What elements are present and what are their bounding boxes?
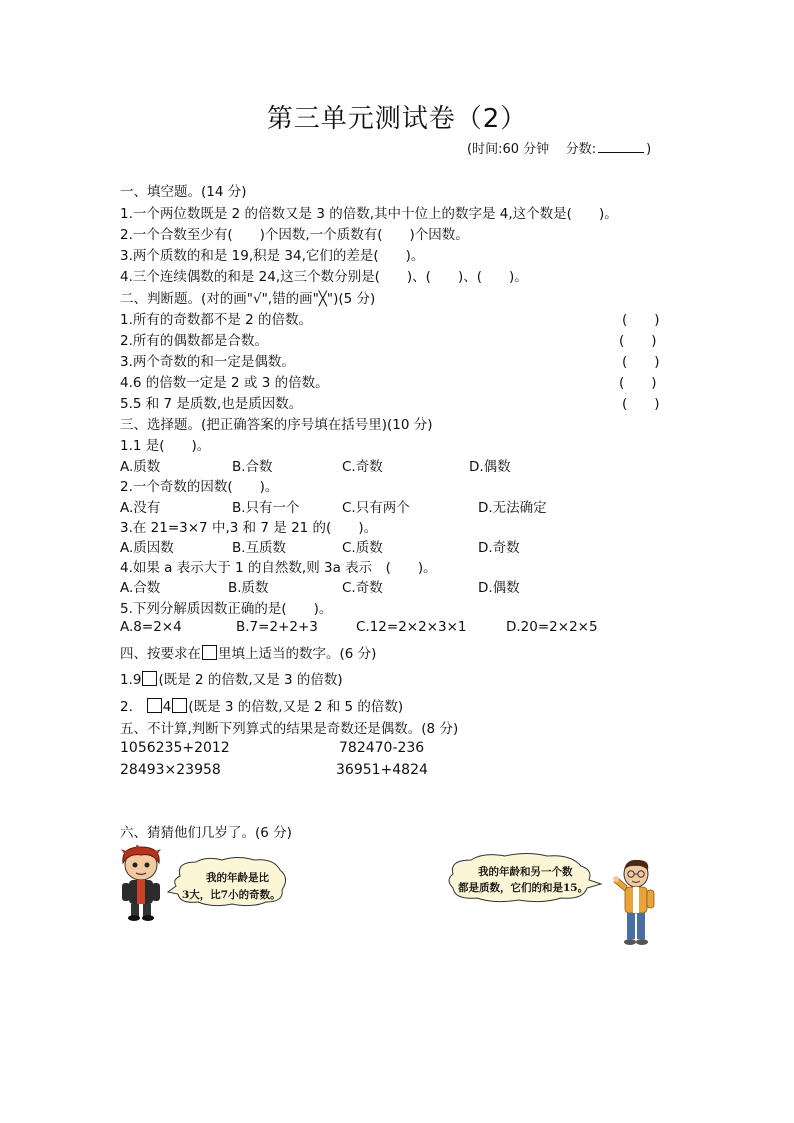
s1-question-2: 2.一个合数至少有( )个因数,一个质数有( )个因数。	[120, 227, 469, 243]
s4-heading-part-b: 里填上适当的数字。(6 分)	[218, 646, 377, 662]
s2-answer-3[interactable]: ( )	[622, 354, 660, 370]
s4-q2-label: 2.	[120, 699, 133, 715]
s2-item-1: 1.所有的奇数都不是 2 的倍数。	[120, 312, 313, 328]
s3-q5-option-b: B.7=2+2+3	[236, 619, 318, 635]
time-score-line	[467, 138, 651, 157]
s3-question-1: 1.1 是( )。	[120, 438, 211, 454]
calc-3: 28493×23958	[120, 762, 221, 778]
bubble-right-line-2: 都是质数，它们的和是15。	[458, 882, 589, 894]
s2-answer-4[interactable]: ( )	[619, 375, 657, 391]
s4-q2-requirement: (既是 3 的倍数,又是 2 和 5 的倍数)	[188, 699, 404, 715]
s2-answer-2[interactable]: ( )	[619, 333, 657, 349]
s3-q5-option-a: A.8=2×4	[120, 619, 182, 635]
score-label: 分数:	[565, 142, 597, 157]
s3-q1-option-c: C.奇数	[342, 459, 383, 475]
s3-q5-option-d: D.20=2×2×5	[506, 619, 598, 635]
s3-q1-option-a: A.质数	[120, 459, 161, 475]
s1-question-4: 4.三个连续偶数的和是 24,这三个数分别是( )、( )、( )。	[120, 269, 528, 285]
s4-q2-digit-box-1[interactable]	[147, 698, 162, 713]
s3-q5-option-c: C.12=2×2×3×1	[356, 619, 467, 635]
s2-answer-5[interactable]: ( )	[622, 396, 660, 412]
s3-question-5: 5.下列分解质因数正确的是( )。	[120, 601, 333, 617]
s2-item-5: 5.5 和 7 是质数,也是质因数。	[120, 396, 303, 412]
s3-q4-option-b: B.质数	[228, 580, 269, 596]
s3-q3-option-d: D.奇数	[478, 540, 520, 556]
s3-q3-option-a: A.质因数	[120, 540, 174, 556]
square-box-sample	[202, 645, 217, 660]
s3-q3-option-b: B.互质数	[232, 540, 287, 556]
bubble-right-line-1: 我的年龄和另一个数	[478, 866, 573, 878]
s1-question-1: 1.一个两位数既是 2 的倍数又是 3 的倍数,其中十位上的数字是 4,这个数是( )。	[120, 206, 618, 222]
calc-4: 36951+4824	[336, 762, 428, 778]
score-blank[interactable]	[598, 140, 644, 153]
s2-item-4: 4.6 的倍数一定是 2 或 3 的倍数。	[120, 375, 329, 391]
section5-heading: 五、不计算,判断下列算式的结果是奇数还是偶数。(8 分)	[120, 721, 459, 737]
s3-q3-option-c: C.质数	[342, 540, 383, 556]
s4-question-1	[120, 668, 343, 688]
s3-question-2: 2.一个奇数的因数( )。	[120, 479, 279, 495]
s4-q1-number: 1.9	[120, 672, 142, 688]
s4-q1-digit-box[interactable]	[142, 671, 157, 686]
section1-heading: 一、填空题。(14 分)	[120, 184, 247, 200]
s4-question-2	[120, 695, 403, 715]
boy-left-illustration	[117, 845, 165, 921]
s4-q2-middle-digit: 4	[162, 699, 172, 715]
s3-q2-option-a: A.没有	[120, 500, 161, 516]
s1-question-3: 3.两个质数的和是 19,积是 34,它们的差是( )。	[120, 248, 425, 264]
page-title: 第三单元测试卷（2）	[266, 104, 528, 134]
section6-heading: 六、猜猜他们几岁了。(6 分)	[120, 825, 292, 841]
section2-heading: 二、判断题。(对的画"√",错的画"╳")(5 分)	[120, 291, 376, 307]
s2-item-2: 2.所有的偶数都是合数。	[120, 333, 268, 349]
boy-right-illustration	[612, 858, 662, 948]
s3-q4-option-a: A.合数	[120, 580, 161, 596]
calc-2: 782470-236	[339, 740, 425, 756]
s3-question-3: 3.在 21=3×7 中,3 和 7 是 21 的( )。	[120, 520, 378, 536]
subtitle-close: )	[646, 142, 652, 157]
section3-heading: 三、选择题。(把正确答案的序号填在括号里)(10 分)	[120, 417, 433, 433]
calc-1: 1056235+2012	[120, 740, 230, 756]
time-unit: 分钟	[523, 142, 550, 157]
bubble-left-line-1: 我的年龄是比	[206, 872, 269, 884]
s3-q1-option-b: B.合数	[232, 459, 273, 475]
s4-q1-requirement: (既是 2 的倍数,又是 3 的倍数)	[158, 672, 343, 688]
time-value: 60	[502, 142, 519, 157]
s2-answer-1[interactable]: ( )	[622, 312, 660, 328]
s3-question-4: 4.如果 a 表示大于 1 的自然数,则 3a 表示 ( )。	[120, 560, 437, 576]
s3-q2-option-b: B.只有一个	[232, 500, 300, 516]
time-label: (时间:	[467, 142, 503, 157]
s3-q2-option-d: D.无法确定	[478, 500, 547, 516]
s4-q2-digit-box-2[interactable]	[172, 698, 187, 713]
s4-heading-part-a: 四、按要求在	[120, 646, 201, 662]
s3-q1-option-d: D.偶数	[469, 459, 511, 475]
bubble-left-line-2: 3大，比7小的奇数。	[182, 889, 281, 901]
s2-item-3: 3.两个奇数的和一定是偶数。	[120, 354, 295, 370]
section4-heading	[120, 642, 376, 662]
s3-q4-option-c: C.奇数	[342, 580, 383, 596]
s3-q4-option-d: D.偶数	[478, 580, 520, 596]
s3-q2-option-c: C.只有两个	[342, 500, 410, 516]
